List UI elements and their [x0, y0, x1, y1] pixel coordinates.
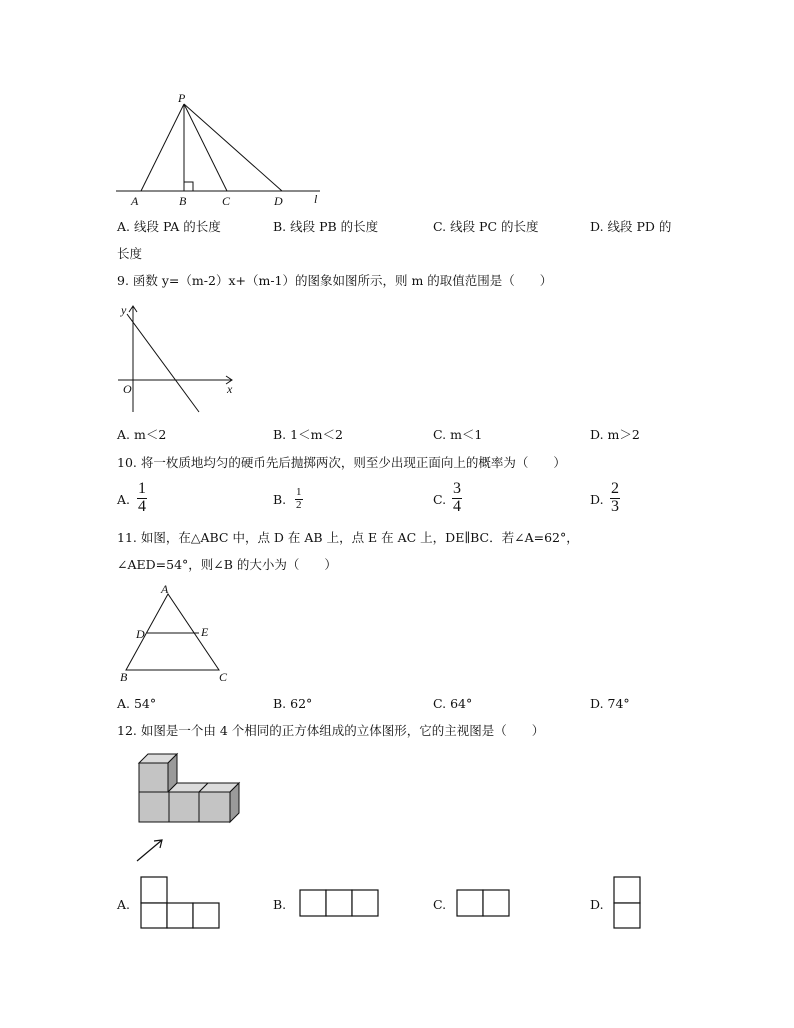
- q9-option-c: C. m＜1: [433, 427, 483, 442]
- q8-label-D: D: [274, 194, 283, 208]
- q11-option-a: A. 54°: [117, 696, 157, 711]
- q10-option-a-denominator: 4: [138, 497, 146, 515]
- q11-label-E: E: [201, 625, 209, 639]
- q12-stem: 12. 如图是一个由 4 个相同的正方体组成的立体图形，它的主视图是（ ）: [117, 723, 545, 738]
- q8-label-l: l: [314, 192, 318, 206]
- q9-option-d: D. m＞2: [590, 427, 640, 442]
- q10-option-d-numerator: 2: [611, 480, 619, 497]
- q11-stem-line2: ∠AED=54°，则∠B 的大小为（ ）: [117, 557, 337, 572]
- q9-stem: 9. 函数 y=（m-2）x+（m-1）的图象如图所示，则 m 的取值范围是（ ）: [117, 273, 553, 288]
- q9-label-x: x: [227, 382, 233, 396]
- q12-option-a-label: A.: [117, 897, 131, 912]
- q10-option-c-label: C.: [433, 492, 447, 507]
- q10-option-a-label: A.: [117, 492, 131, 507]
- q9-label-y: y: [121, 303, 127, 317]
- q10-option-c-denominator: 4: [453, 497, 461, 515]
- q8-label-B: B: [179, 194, 187, 208]
- q10-option-a-numerator: 1: [138, 480, 146, 497]
- q8-option-c: C. 线段 PC 的长度: [433, 219, 539, 234]
- q12-option-b-label: B.: [273, 897, 287, 912]
- q8-option-d: D. 线段 PD 的: [590, 219, 672, 234]
- q10-option-b-label: B.: [273, 492, 287, 507]
- q10-option-b-numerator: 1: [296, 486, 302, 498]
- q8-option-d-continued: 长度: [117, 246, 143, 261]
- q8-option-a: A. 线段 PA 的长度: [117, 219, 221, 234]
- q10-stem: 10. 将一枚质地均匀的硬币先后抛掷两次，则至少出现正面向上的概率为（ ）: [117, 455, 566, 470]
- q10-option-b-denominator: 2: [296, 498, 302, 511]
- q11-label-D: D: [136, 627, 145, 641]
- q11-option-b: B. 62°: [273, 696, 313, 711]
- q11-label-B: B: [120, 670, 128, 684]
- q9-label-O: O: [123, 382, 132, 396]
- q12-option-c-label: C.: [433, 897, 447, 912]
- q8-label-P: P: [178, 91, 186, 105]
- q9-option-b: B. 1＜m＜2: [273, 427, 343, 442]
- q12-option-d-label: D.: [590, 897, 604, 912]
- q11-label-C: C: [219, 670, 228, 684]
- q11-option-c: C. 64°: [433, 696, 473, 711]
- q10-option-c-numerator: 3: [453, 480, 461, 497]
- q8-label-C: C: [222, 194, 231, 208]
- q10-option-d-denominator: 3: [611, 497, 619, 515]
- q11-option-d: D. 74°: [590, 696, 630, 711]
- q11-label-A: A: [161, 582, 169, 596]
- q10-option-d-label: D.: [590, 492, 604, 507]
- q8-option-b: B. 线段 PB 的长度: [273, 219, 379, 234]
- q8-label-A: A: [131, 194, 139, 208]
- q9-option-a: A. m＜2: [117, 427, 167, 442]
- q11-stem-line1: 11. 如图，在△ABC 中，点 D 在 AB 上，点 E 在 AC 上，DE∥BC．若∠A=62°，: [117, 530, 579, 545]
